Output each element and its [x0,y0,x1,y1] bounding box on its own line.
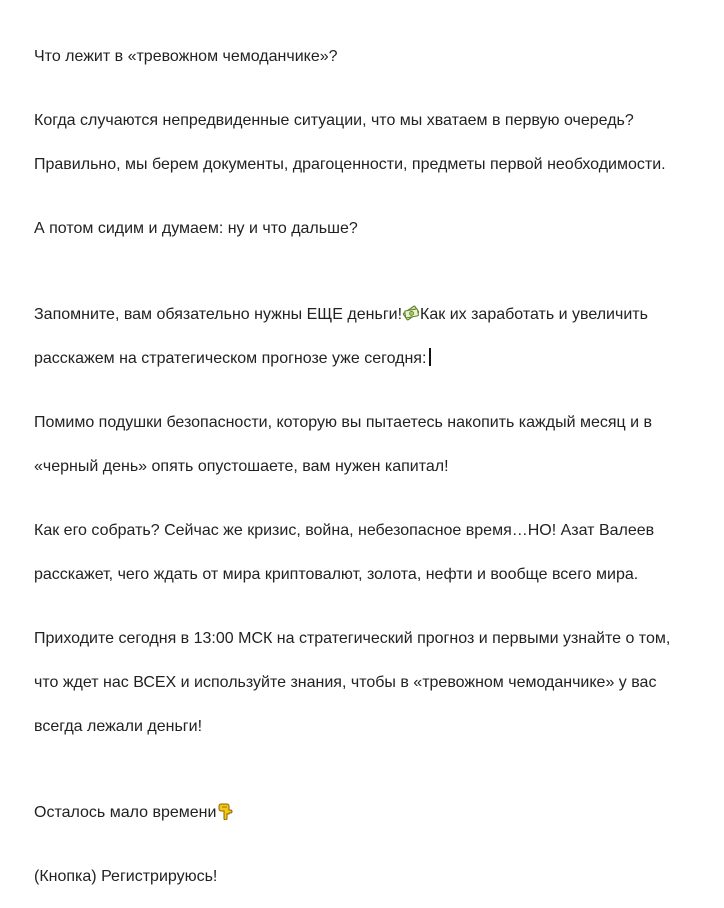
register-cta-text: (Кнопка) Регистрируюсь! [34,868,218,885]
paragraph-capital [34,390,704,478]
pointing-down-hand-icon [216,780,234,798]
crisis-line-2: расскажет, чего ждать от мира криптовалют, золота, нефти и вообще всего мира. [34,566,639,583]
invite-line-1: Приходите сегодня в 13:00 МСК на стратегический прогноз и первыми узнайте о том, [34,630,671,647]
capital-line-1: Помимо подушки безопасности, которую вы пытаетесь накопить каждый месяц и в [34,414,653,431]
remember-text-1: Запомните, вам обязательно нужны ЕЩЕ деньги! [34,306,403,323]
invite-line-3: всегда лежали деньги! [34,718,203,735]
paragraph-what-next [34,196,704,240]
situations-line-1: Когда случаются непредвиденные ситуации, что мы хватаем в первую очередь? [34,112,634,129]
time-left-text: Осталось мало времени [34,804,217,821]
paragraph-time-left [34,758,704,824]
message-body [34,24,704,908]
text-cursor [429,348,431,366]
paragraph-title [34,24,704,68]
remember-text-2: Как их заработать и увеличить [420,306,648,323]
paragraph-invite [34,606,704,738]
what-next-text: А потом сидим и думаем: ну и что дальше? [34,220,358,237]
remember-line-2: расскажем на стратегическом прогнозе уже сегодня: [34,350,427,367]
situations-line-2: Правильно, мы берем документы, драгоценности, предметы первой необходимости. [34,156,666,173]
invite-line-2: что ждет нас ВСЕХ и используйте знания, чтобы в «тревожном чемоданчике» у вас [34,674,657,691]
title-text: Что лежит в «тревожном чемоданчике»? [34,48,338,65]
capital-line-2: «черный день» опять опустошаете, вам нужен капитал! [34,458,449,475]
paragraph-remember-money [34,260,704,370]
paragraph-situations [34,88,704,176]
crisis-line-1: Как его собрать? Сейчас же кризис, война, небезопасное время…НО! Азат Валеев [34,522,655,539]
paragraph-crisis [34,498,704,586]
paragraph-button-cta [34,844,704,888]
money-bill-icon [402,282,420,300]
